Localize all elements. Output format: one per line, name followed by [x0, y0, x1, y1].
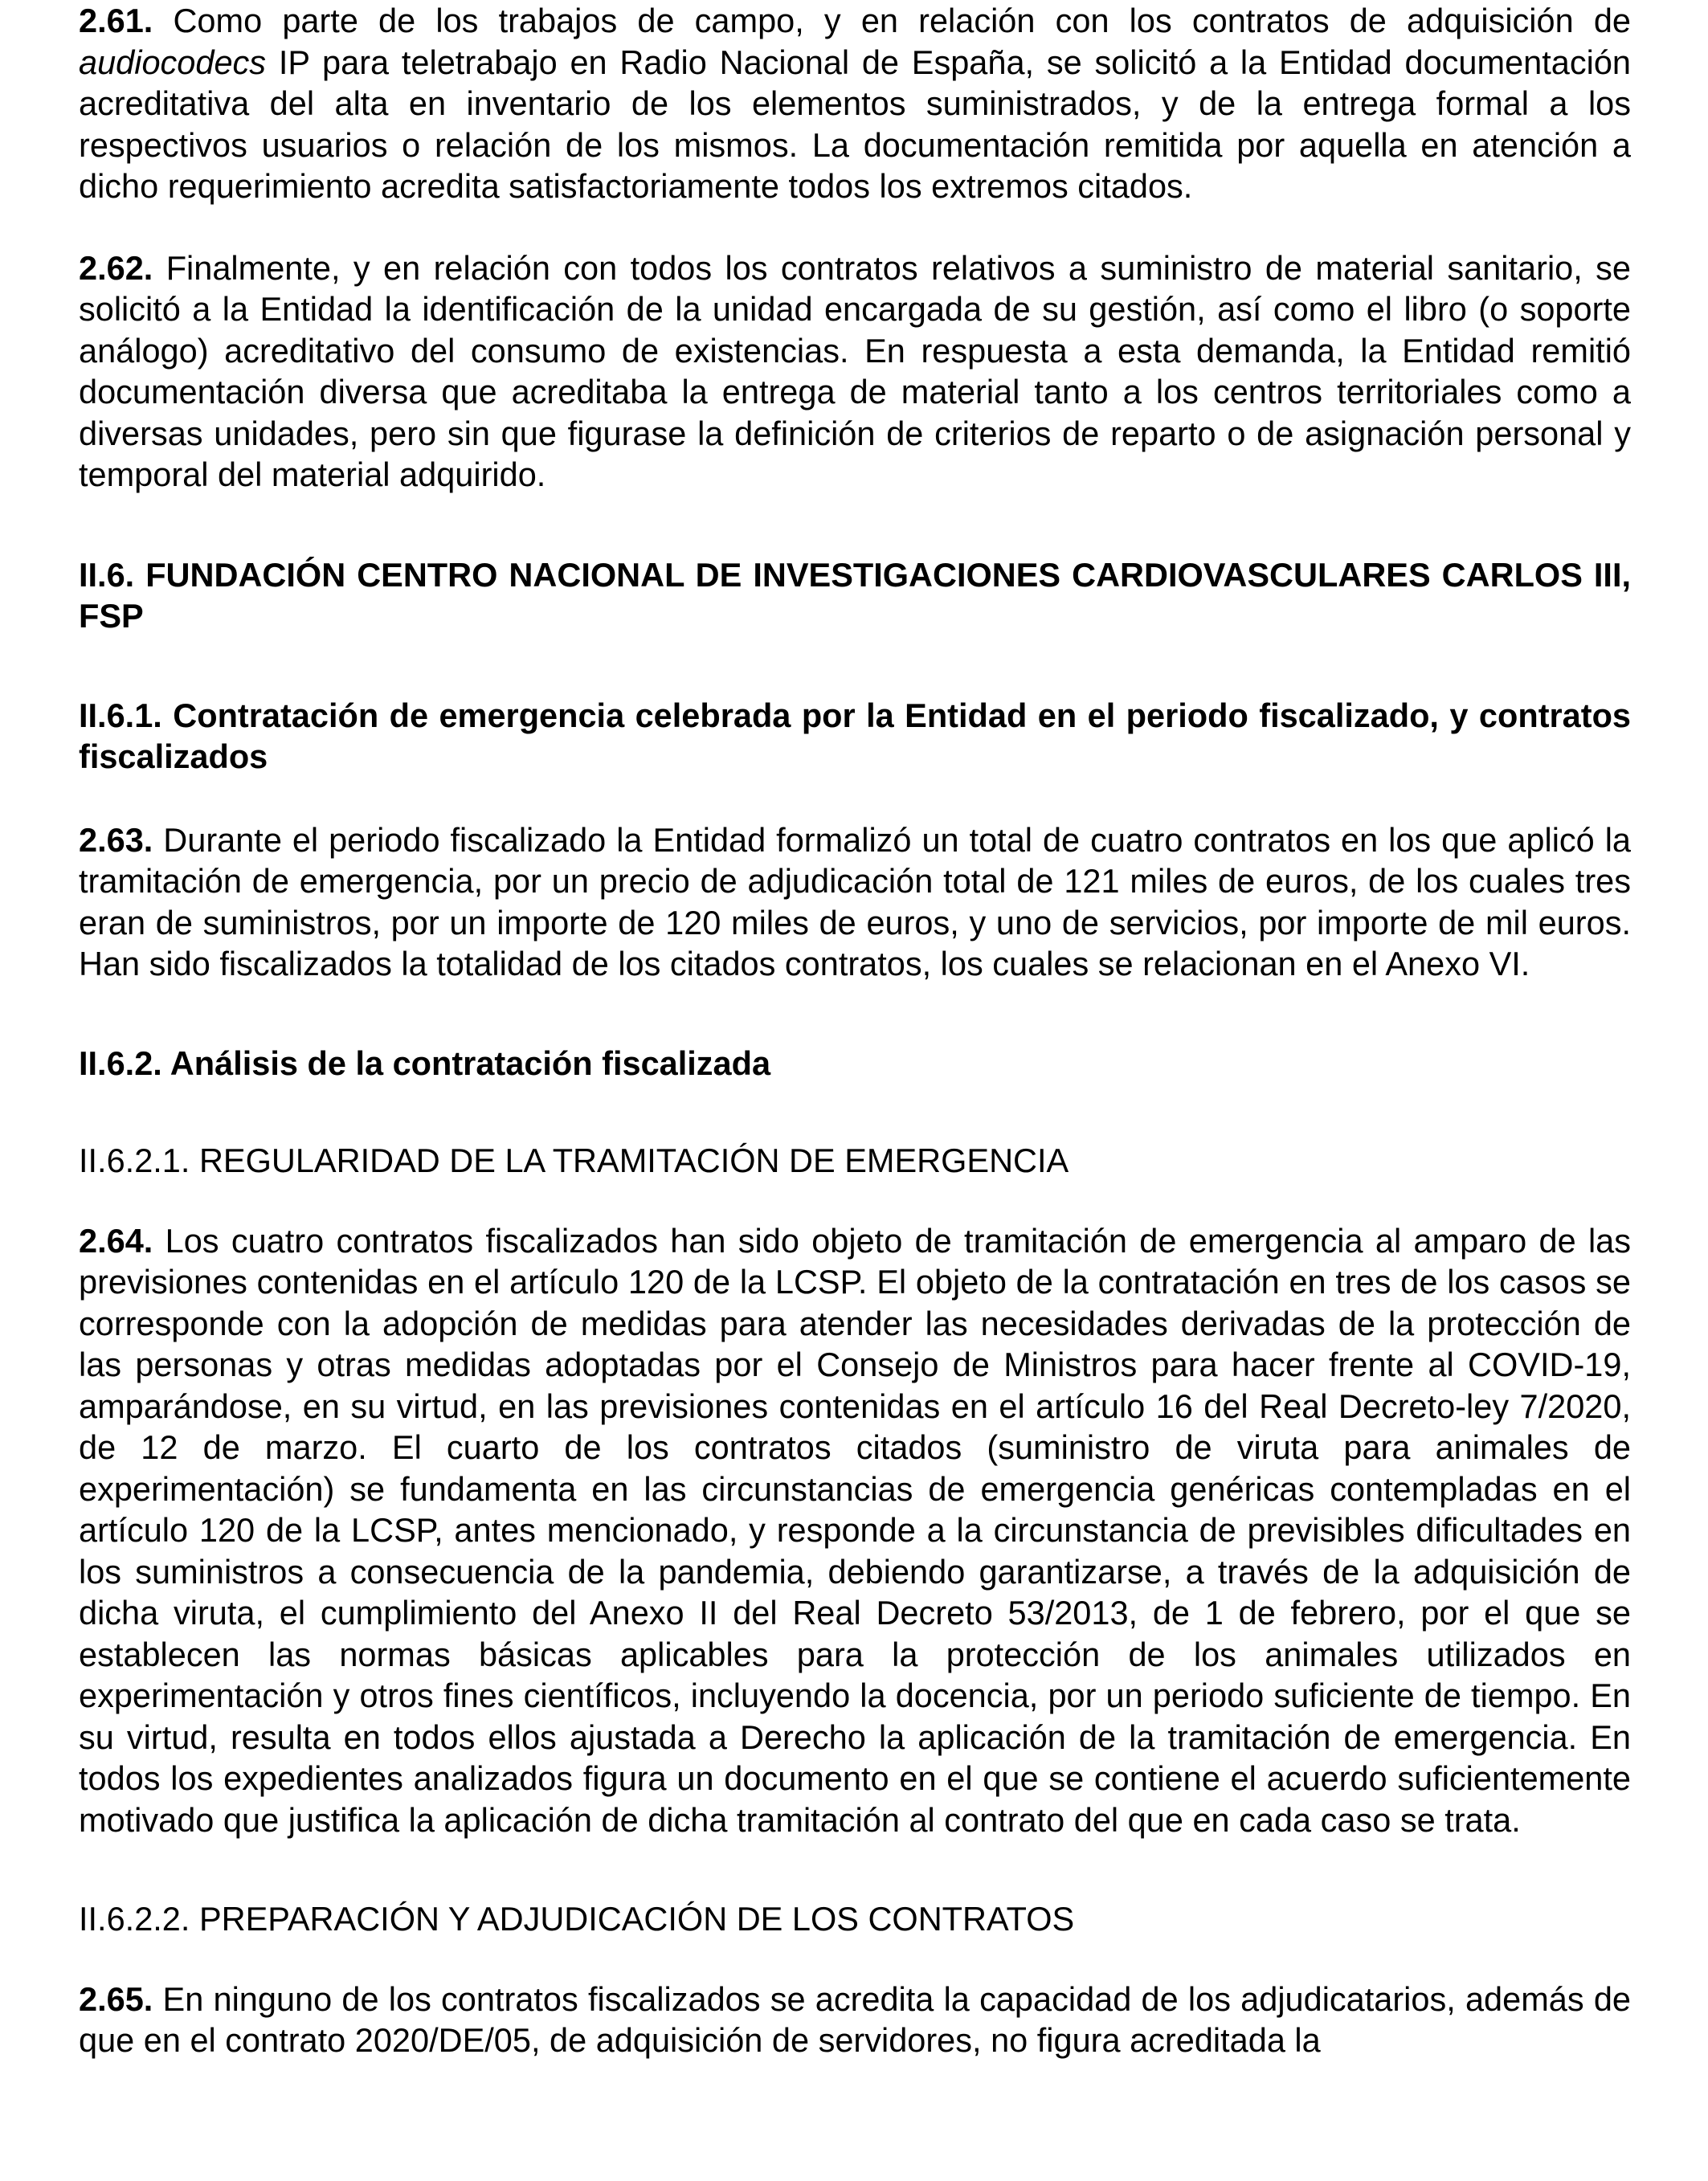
section-heading-ii-6-2: II.6.2. Análisis de la contratación fiscalizada [79, 1044, 771, 1082]
paragraph-number: 2.62. [79, 248, 153, 287]
section-heading-ii-6: II.6. FUNDACIÓN CENTRO NACIONAL DE INVESTIGACIONES CARDIOVASCULARES CARLOS III, FSP [79, 555, 1631, 635]
paragraph-text: Los cuatro contratos fiscalizados han sido objeto de tramitación de emergencia al amparo de las previsiones contenidas en el artículo 120 de la LCSP. El objeto de la contratación en tres de los casos se corresponde con la adopción de medidas para atender las necesidades derivadas de la protección de las personas y otras medidas adoptadas por el Consejo de Ministros para hacer frente al COVID-19, amparándose, en su virtud, en las previsiones contenidas en el artículo 16 del Real Decreto-ley 7/2020, de 12 de marzo. El cuarto de los contratos citados (suministro de viruta para animales de experimentación) se fundamenta en las circunstancias de emergencia genéricas contempladas en el artículo 120 de la LCSP, antes mencionado, y responde a la circunstancia de previsibles dificultades en los suministros a consecuencia de la pandemia, debiendo garantizarse, a través de la adquisición de dicha viruta, el cumplimiento del Anexo II del Real Decreto 53/2013, de 1 de febrero, por el que se establecen las normas básicas aplicables para la protección de los animales utilizados en experimentación y otros fines científicos, incluyendo la docencia, por un periodo suficiente de tiempo. En su virtud, resulta en todos ellos ajustada a Derecho la aplicación de la tramitación de emergencia. En todos los expedientes analizados figura un documento en el que se contiene el acuerdo suficientemente motivado que justifica la aplicación de dicha tramitación al contrato del que en cada caso se trata. [79, 1221, 1631, 1839]
paragraph-number: 2.61. [79, 2, 153, 39]
paragraph-text: IP para teletrabajo en Radio Nacional de España, se solicitó a la Entidad documentación acreditativa del alta en inventario de los elementos suministrados, y de la entrega formal a los respectivos usuarios o relación de los mismos. La documentación remitida por aquella en atención a dicho requerimiento acredita satisfactoriamente todos los extremos citados. [79, 43, 1631, 205]
paragraph-2-63 [79, 819, 1631, 985]
paragraph-2-65 [79, 1979, 1631, 2061]
paragraph-text: En ninguno de los contratos fiscalizados se acredita la capacidad de los adjudicatarios, además de que en el contrato 2020/DE/05, de adquisición de servidores, no figura acreditada la [79, 1979, 1631, 2059]
subsection-heading-ii-6-2-1: II.6.2.1. REGULARIDAD DE LA TRAMITACIÓN DE EMERGENCIA [79, 1142, 1069, 1179]
paragraph-2-64 [79, 1220, 1631, 1841]
paragraph-2-61 [79, 0, 1631, 207]
paragraph-number: 2.63. [79, 820, 153, 859]
paragraph-text: Como parte de los trabajos de campo, y en relación con los contratos de adquisición de [153, 2, 1631, 39]
paragraph-text: Durante el periodo fiscalizado la Entidad formalizó un total de cuatro contratos en los que aplicó la tramitación de emergencia, por un precio de adjudicación total de 121 miles de euros, de los cuales tres eran de suministros, por un importe de 120 miles de euros, y uno de servicios, por importe de mil euros. Han sido fiscalizados la totalidad de los citados contratos, los cuales se relacionan en el Anexo VI. [79, 820, 1631, 982]
paragraph-number: 2.65. [79, 1979, 153, 2018]
document-page [79, 0, 1631, 2061]
subsection-heading-ii-6-2-2: II.6.2.2. PREPARACIÓN Y ADJUDICACIÓN DE LOS CONTRATOS [79, 1900, 1075, 1938]
paragraph-number: 2.64. [79, 1221, 153, 1260]
paragraph-text: Finalmente, y en relación con todos los contratos relativos a suministro de material sanitario, se solicitó a la Entidad la identificación de la unidad encargada de su gestión, así como el libro (o soporte análogo) acreditativo del consumo de existencias. En respuesta a esta demanda, la Entidad remitió documentación diversa que acreditaba la entrega de material tanto a los centros territoriales como a diversas unidades, pero sin que figurase la definición de criterios de reparto o de asignación personal y temporal del material adquirido. [79, 248, 1631, 493]
paragraph-2-62 [79, 247, 1631, 496]
paragraph-italic-term: audiocodecs [79, 43, 267, 81]
section-heading-ii-6-1: II.6.1. Contratación de emergencia celebrada por la Entidad en el periodo fiscalizado, y contratos fiscalizados [79, 696, 1631, 775]
